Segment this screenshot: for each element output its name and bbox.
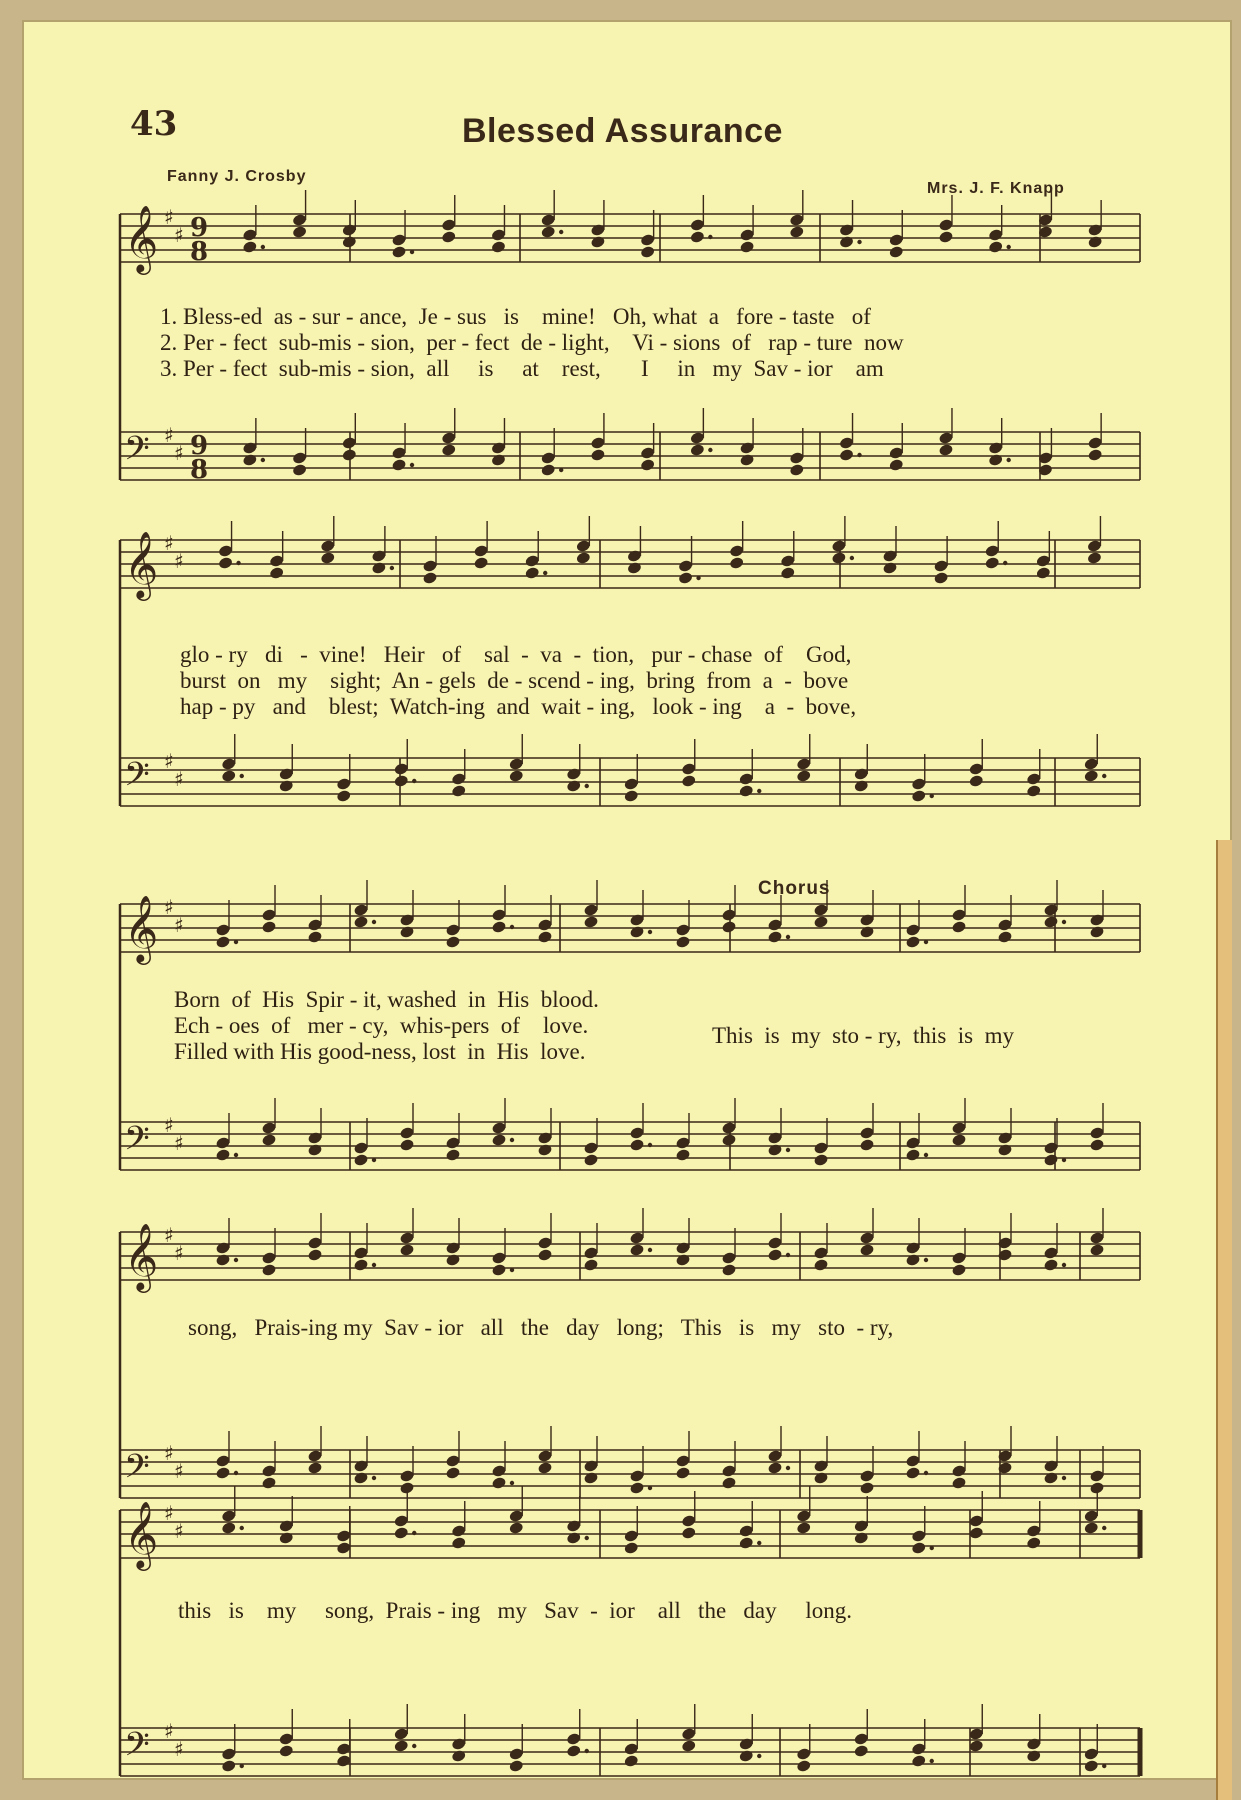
notehead bbox=[491, 240, 507, 254]
dot bbox=[1102, 1526, 1106, 1530]
sharp-key-signature-icon: ♯ bbox=[164, 895, 174, 919]
dot bbox=[261, 245, 265, 249]
notehead bbox=[451, 784, 467, 798]
notehead bbox=[221, 1521, 237, 1535]
notehead bbox=[278, 1531, 294, 1545]
sharp-key-signature-icon: ♯ bbox=[174, 223, 184, 247]
time-signature-top: 9 bbox=[190, 431, 209, 461]
notehead bbox=[491, 1476, 507, 1490]
notehead bbox=[767, 1461, 783, 1475]
bass-clef-icon: 𝄢 bbox=[124, 1726, 150, 1772]
notehead bbox=[491, 920, 507, 934]
notehead bbox=[451, 1749, 467, 1763]
dot bbox=[510, 1268, 514, 1272]
notehead bbox=[796, 1521, 812, 1535]
dot bbox=[757, 1541, 761, 1545]
notehead bbox=[445, 1466, 461, 1480]
dot bbox=[543, 571, 547, 575]
notehead bbox=[537, 1248, 553, 1262]
notehead bbox=[292, 225, 308, 239]
notehead bbox=[524, 566, 540, 580]
lyric-system3-verse2: Ech - oes of mer - cy, whis-pers of love. bbox=[174, 1013, 589, 1038]
notehead bbox=[839, 448, 855, 462]
notehead bbox=[537, 930, 553, 944]
notehead bbox=[675, 1148, 691, 1162]
lyric-system3-verse1: Born of His Spir - it, washed in His blood. bbox=[174, 987, 599, 1012]
notehead bbox=[951, 1263, 967, 1277]
dot bbox=[510, 1138, 514, 1142]
notehead bbox=[221, 769, 237, 783]
notehead bbox=[583, 1153, 599, 1167]
sharp-key-signature-icon: ♯ bbox=[174, 1131, 184, 1155]
notehead bbox=[681, 774, 697, 788]
dot bbox=[857, 453, 861, 457]
notehead bbox=[789, 225, 805, 239]
dot bbox=[786, 1253, 790, 1257]
notehead bbox=[353, 1258, 369, 1272]
sharp-key-signature-icon: ♯ bbox=[174, 1737, 184, 1761]
notehead bbox=[399, 1243, 415, 1257]
lyric-system1-verse3: 3. Per - fect sub-mis - sion, all is at rest, I in my Sav - ior am bbox=[160, 356, 884, 381]
notehead bbox=[278, 1744, 294, 1758]
music-system-5 bbox=[100, 1498, 1160, 1798]
notehead bbox=[780, 566, 796, 580]
notehead bbox=[393, 1739, 409, 1753]
sharp-key-signature-icon: ♯ bbox=[174, 1519, 184, 1543]
dot bbox=[648, 1143, 652, 1147]
notehead bbox=[938, 443, 954, 457]
notehead bbox=[690, 230, 706, 244]
notehead bbox=[278, 779, 294, 793]
notehead bbox=[269, 566, 285, 580]
notehead bbox=[473, 556, 489, 570]
notehead bbox=[399, 1138, 415, 1152]
notehead bbox=[629, 1243, 645, 1257]
dot bbox=[1006, 458, 1010, 462]
notehead bbox=[540, 225, 556, 239]
notehead bbox=[508, 1759, 524, 1773]
notehead bbox=[767, 1248, 783, 1262]
notehead bbox=[320, 551, 336, 565]
notehead bbox=[796, 1759, 812, 1773]
notehead bbox=[789, 463, 805, 477]
notehead bbox=[1043, 1258, 1059, 1272]
dot bbox=[757, 789, 761, 793]
notehead bbox=[1026, 1536, 1042, 1550]
sharp-key-signature-icon: ♯ bbox=[164, 1501, 174, 1525]
music-system-4 bbox=[100, 1220, 1160, 1520]
dot bbox=[412, 779, 416, 783]
dot bbox=[1062, 1158, 1066, 1162]
notehead bbox=[590, 448, 606, 462]
hymnal-page bbox=[22, 20, 1232, 1780]
notehead bbox=[681, 1739, 697, 1753]
notehead bbox=[445, 935, 461, 949]
lyric-system2-verse1: glo - ry di - vine! Heir of sal - va - tion, pur - chase of God, bbox=[180, 642, 852, 667]
dot bbox=[708, 448, 712, 452]
notehead bbox=[721, 920, 737, 934]
notehead bbox=[629, 1138, 645, 1152]
notehead bbox=[1043, 915, 1059, 929]
notehead bbox=[888, 458, 904, 472]
notehead bbox=[721, 1263, 737, 1277]
notehead bbox=[393, 774, 409, 788]
dot bbox=[648, 1486, 652, 1490]
notehead bbox=[422, 571, 438, 585]
notehead bbox=[738, 784, 754, 798]
notehead bbox=[678, 571, 694, 585]
dot bbox=[410, 250, 414, 254]
notehead bbox=[307, 1248, 323, 1262]
time-signature-top: 9 bbox=[190, 213, 209, 243]
notehead bbox=[859, 1481, 875, 1495]
notehead bbox=[813, 1153, 829, 1167]
dot bbox=[648, 1248, 652, 1252]
dot bbox=[410, 463, 414, 467]
notehead bbox=[1026, 784, 1042, 798]
notehead bbox=[583, 1471, 599, 1485]
notehead bbox=[393, 1526, 409, 1540]
notehead bbox=[739, 240, 755, 254]
dot bbox=[757, 1754, 761, 1758]
notehead bbox=[911, 1541, 927, 1555]
dot bbox=[372, 1158, 376, 1162]
lyric-system1-verse1: 1. Bless-ed as - sur - ance, Je - sus is mine! Oh, what a fore - taste of bbox=[160, 304, 871, 329]
time-signature-bottom: 8 bbox=[190, 455, 209, 485]
notehead bbox=[933, 571, 949, 585]
notehead bbox=[1043, 1471, 1059, 1485]
dot bbox=[930, 1546, 934, 1550]
dot bbox=[585, 1749, 589, 1753]
notehead bbox=[540, 463, 556, 477]
notehead bbox=[1087, 235, 1103, 249]
sharp-key-signature-icon: ♯ bbox=[164, 1441, 174, 1465]
notehead bbox=[968, 774, 984, 788]
notehead bbox=[675, 935, 691, 949]
notehead bbox=[984, 556, 1000, 570]
notehead bbox=[353, 1471, 369, 1485]
lyric-system2-verse3: hap - py and blest; Watch-ing and wait - ing, look - ing a - bove, bbox=[180, 694, 857, 719]
dot bbox=[786, 935, 790, 939]
dot bbox=[240, 1764, 244, 1768]
notehead bbox=[859, 1243, 875, 1257]
notehead bbox=[1036, 566, 1052, 580]
page-edge-strip bbox=[1216, 840, 1232, 1800]
notehead bbox=[1026, 1749, 1042, 1763]
notehead bbox=[1089, 925, 1105, 939]
notehead bbox=[738, 1749, 754, 1763]
notehead bbox=[583, 915, 599, 929]
notehead bbox=[853, 1744, 869, 1758]
notehead bbox=[1083, 1521, 1099, 1535]
notehead bbox=[215, 1148, 231, 1162]
notehead bbox=[767, 1143, 783, 1157]
dot bbox=[857, 240, 861, 244]
notehead bbox=[675, 1253, 691, 1267]
treble-clef-icon: 𝄞 bbox=[124, 1500, 159, 1568]
notehead bbox=[441, 230, 457, 244]
dot bbox=[924, 1258, 928, 1262]
notehead bbox=[537, 1143, 553, 1157]
dot bbox=[786, 1148, 790, 1152]
notehead bbox=[988, 453, 1004, 467]
dot bbox=[924, 1471, 928, 1475]
notehead bbox=[905, 935, 921, 949]
dot bbox=[585, 1536, 589, 1540]
notehead bbox=[353, 915, 369, 929]
notehead bbox=[859, 1138, 875, 1152]
notehead bbox=[988, 240, 1004, 254]
notehead bbox=[951, 1133, 967, 1147]
notehead bbox=[997, 930, 1013, 944]
notehead bbox=[681, 1526, 697, 1540]
bass-clef-icon: 𝄢 bbox=[124, 430, 150, 476]
notehead bbox=[1083, 769, 1099, 783]
dot bbox=[559, 230, 563, 234]
notehead bbox=[721, 1133, 737, 1147]
notehead bbox=[1087, 448, 1103, 462]
notehead bbox=[905, 1466, 921, 1480]
sharp-key-signature-icon: ♯ bbox=[164, 1719, 174, 1743]
dot bbox=[1062, 1263, 1066, 1267]
notehead bbox=[888, 245, 904, 259]
dot bbox=[930, 1759, 934, 1763]
dot bbox=[930, 794, 934, 798]
notehead bbox=[1089, 1138, 1105, 1152]
bass-clef-icon: 𝄢 bbox=[124, 756, 150, 802]
notehead bbox=[566, 779, 582, 793]
notehead bbox=[627, 561, 643, 575]
sharp-key-signature-icon: ♯ bbox=[164, 1113, 174, 1137]
treble-clef-icon: 𝄞 bbox=[124, 530, 159, 598]
dot bbox=[850, 556, 854, 560]
bass-clef-icon: 𝄢 bbox=[124, 1448, 150, 1494]
dot bbox=[924, 940, 928, 944]
notehead bbox=[623, 1754, 639, 1768]
notehead bbox=[353, 1153, 369, 1167]
dot bbox=[510, 925, 514, 929]
dot bbox=[234, 940, 238, 944]
notehead bbox=[629, 925, 645, 939]
sharp-key-signature-icon: ♯ bbox=[174, 549, 184, 573]
sharp-key-signature-icon: ♯ bbox=[174, 767, 184, 791]
lyric-system3-chorus: This is my sto - ry, this is my bbox=[712, 1023, 1014, 1048]
notehead bbox=[242, 240, 258, 254]
dot bbox=[1006, 245, 1010, 249]
notehead bbox=[690, 443, 706, 457]
notehead bbox=[445, 1253, 461, 1267]
notehead bbox=[831, 551, 847, 565]
dot bbox=[924, 1153, 928, 1157]
notehead bbox=[882, 561, 898, 575]
lyric-system4: song, Prais-ing my Sav - ior all the day long; This is my sto - ry, bbox=[188, 1315, 894, 1340]
notehead bbox=[221, 1759, 237, 1773]
notehead bbox=[1043, 1153, 1059, 1167]
dot bbox=[648, 930, 652, 934]
dot bbox=[390, 566, 394, 570]
notehead bbox=[451, 1536, 467, 1550]
dot bbox=[708, 235, 712, 239]
composer-credit: Mrs. J. F. Knapp bbox=[927, 180, 1065, 197]
dot bbox=[372, 1263, 376, 1267]
notehead bbox=[242, 453, 258, 467]
sharp-key-signature-icon: ♯ bbox=[164, 423, 174, 447]
notehead bbox=[738, 1536, 754, 1550]
notehead bbox=[445, 1148, 461, 1162]
dot bbox=[510, 1481, 514, 1485]
bass-clef-icon: 𝄢 bbox=[124, 1120, 150, 1166]
notehead bbox=[796, 769, 812, 783]
time-signature-bottom: 8 bbox=[190, 237, 209, 267]
notehead bbox=[441, 443, 457, 457]
notehead bbox=[576, 551, 592, 565]
notehead bbox=[307, 1143, 323, 1157]
notehead bbox=[1087, 551, 1103, 565]
notehead bbox=[859, 925, 875, 939]
notehead bbox=[853, 1531, 869, 1545]
dot bbox=[234, 1258, 238, 1262]
dot bbox=[234, 1153, 238, 1157]
lyric-system5: this is my song, Prais - ing my Sav - ior all the day long. bbox=[178, 1598, 852, 1623]
notehead bbox=[839, 235, 855, 249]
notehead bbox=[491, 1263, 507, 1277]
notehead bbox=[261, 1476, 277, 1490]
sharp-key-signature-icon: ♯ bbox=[164, 749, 174, 773]
sharp-key-signature-icon: ♯ bbox=[164, 1223, 174, 1247]
notehead bbox=[1083, 1759, 1099, 1773]
notehead bbox=[721, 1476, 737, 1490]
dot bbox=[696, 576, 700, 580]
notehead bbox=[566, 1744, 582, 1758]
notehead bbox=[590, 235, 606, 249]
notehead bbox=[215, 935, 231, 949]
notehead bbox=[623, 1541, 639, 1555]
notehead bbox=[938, 230, 954, 244]
notehead bbox=[261, 1133, 277, 1147]
dot bbox=[1102, 774, 1106, 778]
notehead bbox=[399, 925, 415, 939]
dot bbox=[1003, 561, 1007, 565]
dot bbox=[1062, 1476, 1066, 1480]
dot bbox=[786, 1466, 790, 1470]
notehead bbox=[951, 920, 967, 934]
sharp-key-signature-icon: ♯ bbox=[174, 441, 184, 465]
lyric-system2-verse2: burst on my sight; An - gels de - scend - ing, bring from a - bove bbox=[180, 668, 849, 693]
treble-clef-icon: 𝄞 bbox=[124, 894, 159, 962]
notehead bbox=[813, 915, 829, 929]
notehead bbox=[1089, 1243, 1105, 1257]
notehead bbox=[215, 1253, 231, 1267]
notehead bbox=[566, 1531, 582, 1545]
notehead bbox=[508, 769, 524, 783]
notehead bbox=[767, 930, 783, 944]
poet-credit: Fanny J. Crosby bbox=[167, 168, 307, 185]
hymn-number: 43 bbox=[130, 104, 178, 144]
dot bbox=[559, 468, 563, 472]
notehead bbox=[341, 448, 357, 462]
notehead bbox=[813, 1258, 829, 1272]
notehead bbox=[307, 1461, 323, 1475]
notehead bbox=[911, 1754, 927, 1768]
sharp-key-signature-icon: ♯ bbox=[164, 531, 174, 555]
dot bbox=[372, 1476, 376, 1480]
dot bbox=[234, 1471, 238, 1475]
dot bbox=[240, 774, 244, 778]
notehead bbox=[508, 1521, 524, 1535]
hymn-title: Blessed Assurance bbox=[462, 112, 783, 150]
notehead bbox=[640, 245, 656, 259]
notehead bbox=[537, 1461, 553, 1475]
dot bbox=[1062, 920, 1066, 924]
notehead bbox=[905, 1148, 921, 1162]
dot bbox=[412, 1744, 416, 1748]
lyric-system1-verse2: 2. Per - fect sub-mis - sion, per - fect de - light, Vi - sions of rap - ture now bbox=[160, 330, 904, 355]
sharp-key-signature-icon: ♯ bbox=[174, 913, 184, 937]
notehead bbox=[491, 1133, 507, 1147]
lyric-system3-verse3: Filled with His good-ness, lost in His love. bbox=[174, 1039, 586, 1064]
notehead bbox=[261, 920, 277, 934]
notehead bbox=[491, 453, 507, 467]
dot bbox=[412, 1531, 416, 1535]
notehead bbox=[218, 556, 234, 570]
notehead bbox=[292, 463, 308, 477]
dot bbox=[240, 1526, 244, 1530]
notehead bbox=[905, 1253, 921, 1267]
dot bbox=[1102, 1764, 1106, 1768]
sharp-key-signature-icon: ♯ bbox=[164, 205, 174, 229]
notehead bbox=[675, 1466, 691, 1480]
dot bbox=[372, 920, 376, 924]
dot bbox=[261, 458, 265, 462]
notehead bbox=[307, 930, 323, 944]
treble-clef-icon: 𝄞 bbox=[124, 1222, 159, 1290]
notehead bbox=[215, 1466, 231, 1480]
notehead bbox=[629, 1481, 645, 1495]
notehead bbox=[853, 779, 869, 793]
notehead bbox=[813, 1471, 829, 1485]
notehead bbox=[583, 1258, 599, 1272]
notehead bbox=[951, 1476, 967, 1490]
dot bbox=[585, 784, 589, 788]
chorus-label: Chorus bbox=[758, 878, 831, 899]
notehead bbox=[341, 235, 357, 249]
notehead bbox=[623, 789, 639, 803]
notehead bbox=[261, 1263, 277, 1277]
sharp-key-signature-icon: ♯ bbox=[174, 1241, 184, 1265]
notehead bbox=[336, 789, 352, 803]
notehead bbox=[391, 458, 407, 472]
dot bbox=[236, 561, 240, 565]
notehead bbox=[997, 1143, 1013, 1157]
notehead bbox=[911, 789, 927, 803]
sharp-key-signature-icon: ♯ bbox=[174, 1459, 184, 1483]
treble-clef-icon: 𝄞 bbox=[124, 204, 159, 272]
notehead bbox=[391, 245, 407, 259]
notehead bbox=[371, 561, 387, 575]
notehead bbox=[739, 453, 755, 467]
notehead bbox=[729, 556, 745, 570]
notehead bbox=[640, 458, 656, 472]
